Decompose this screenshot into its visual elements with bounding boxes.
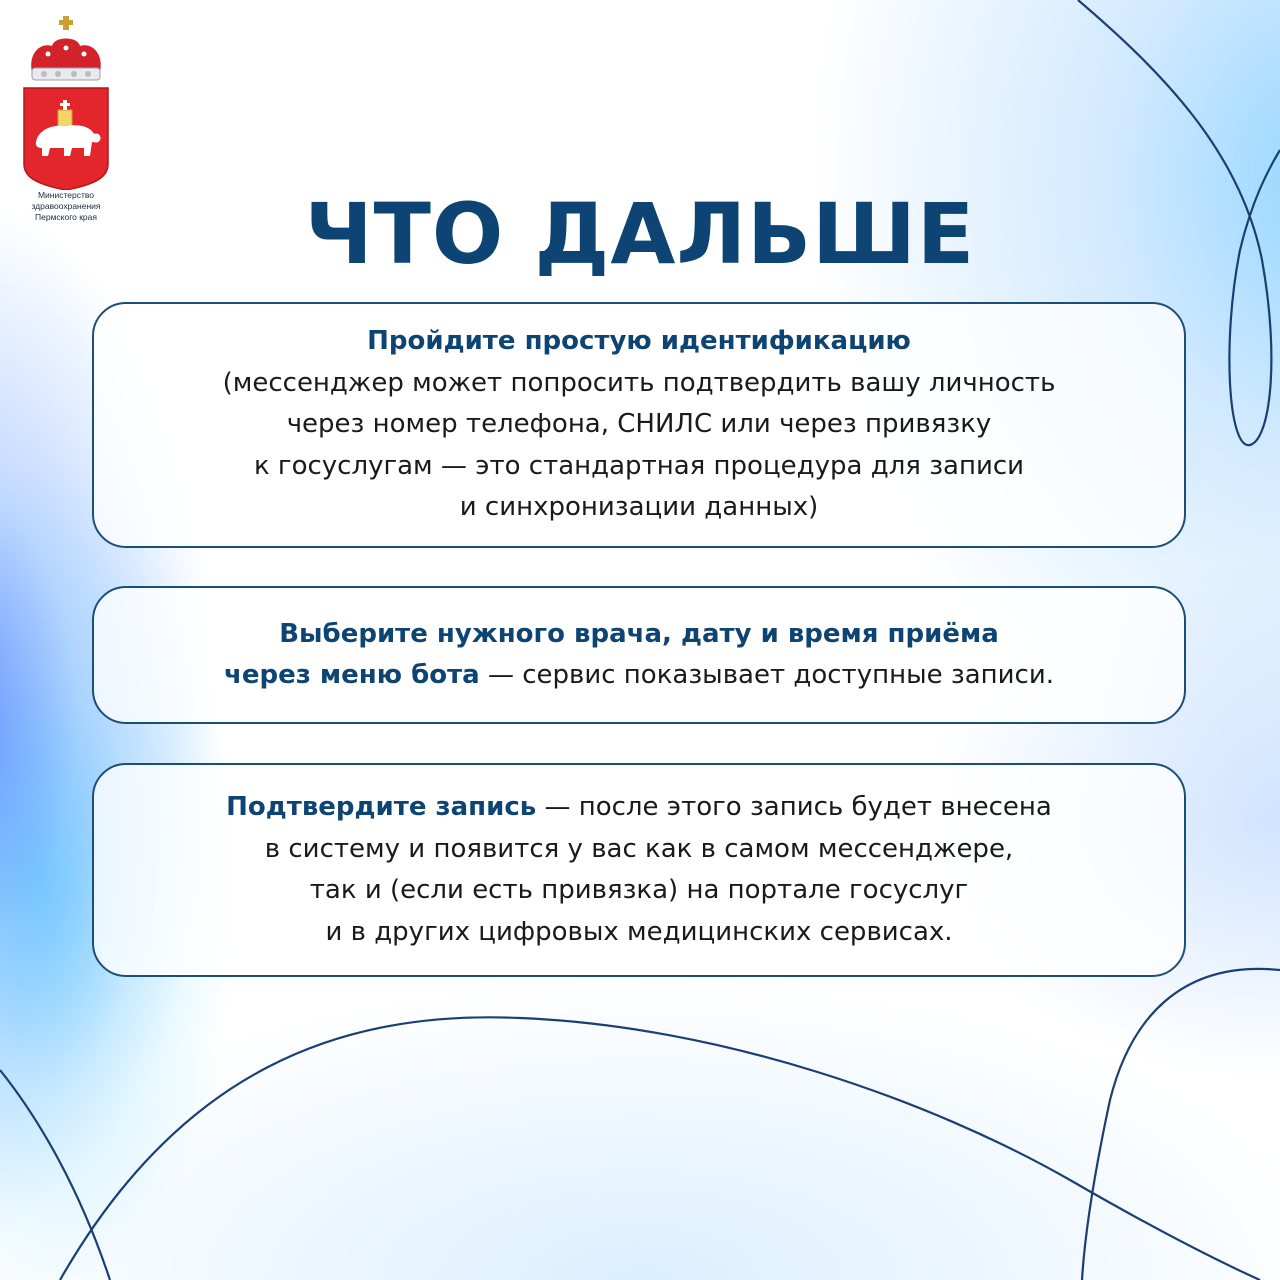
card-text-line: так и (если есть привязка) на портале госуслуг bbox=[309, 875, 969, 905]
card-text-line: к госуслугам — это стандартная процедура для записи bbox=[253, 450, 1025, 481]
caption-line: Пермского края bbox=[35, 212, 97, 222]
caption-line: здравоохранения bbox=[31, 201, 101, 211]
card-text-line: в систему и появится у вас как в самом мессенджере, bbox=[264, 833, 1014, 864]
card-text-line bbox=[94, 655, 1184, 697]
card-text-line: и в других цифровых медицинских сервисах. bbox=[325, 916, 953, 947]
perm-krai-coat-of-arms-icon bbox=[18, 14, 114, 190]
card-heading-inline: Подтвердите запись bbox=[226, 792, 537, 822]
card-text-line: (мессенджер может попросить подтвердить вашу личность bbox=[222, 367, 1056, 398]
caption-line: Министерство bbox=[37, 190, 95, 200]
card-heading: Выберите нужного врача, дату и время приёма bbox=[279, 618, 999, 649]
ministry-emblem bbox=[18, 14, 114, 194]
page-title: ЧТО ДАЛЬШЕ bbox=[304, 185, 976, 283]
step-card-identification bbox=[92, 302, 1186, 548]
card-text-line: и синхронизации данных) bbox=[459, 492, 819, 523]
card-text-line: через номер телефона, СНИЛС или через привязку bbox=[286, 409, 992, 440]
step-card-choose-doctor bbox=[92, 586, 1186, 724]
step-card-confirm bbox=[92, 763, 1186, 977]
card-text-rest: — сервис показывает доступные записи. bbox=[479, 660, 1054, 690]
card-text-line bbox=[94, 787, 1184, 829]
card-heading-inline: через меню бота bbox=[224, 660, 480, 690]
card-heading: Пройдите простую идентификацию bbox=[367, 326, 911, 357]
card-text-rest: — после этого запись будет внесена bbox=[536, 792, 1052, 822]
